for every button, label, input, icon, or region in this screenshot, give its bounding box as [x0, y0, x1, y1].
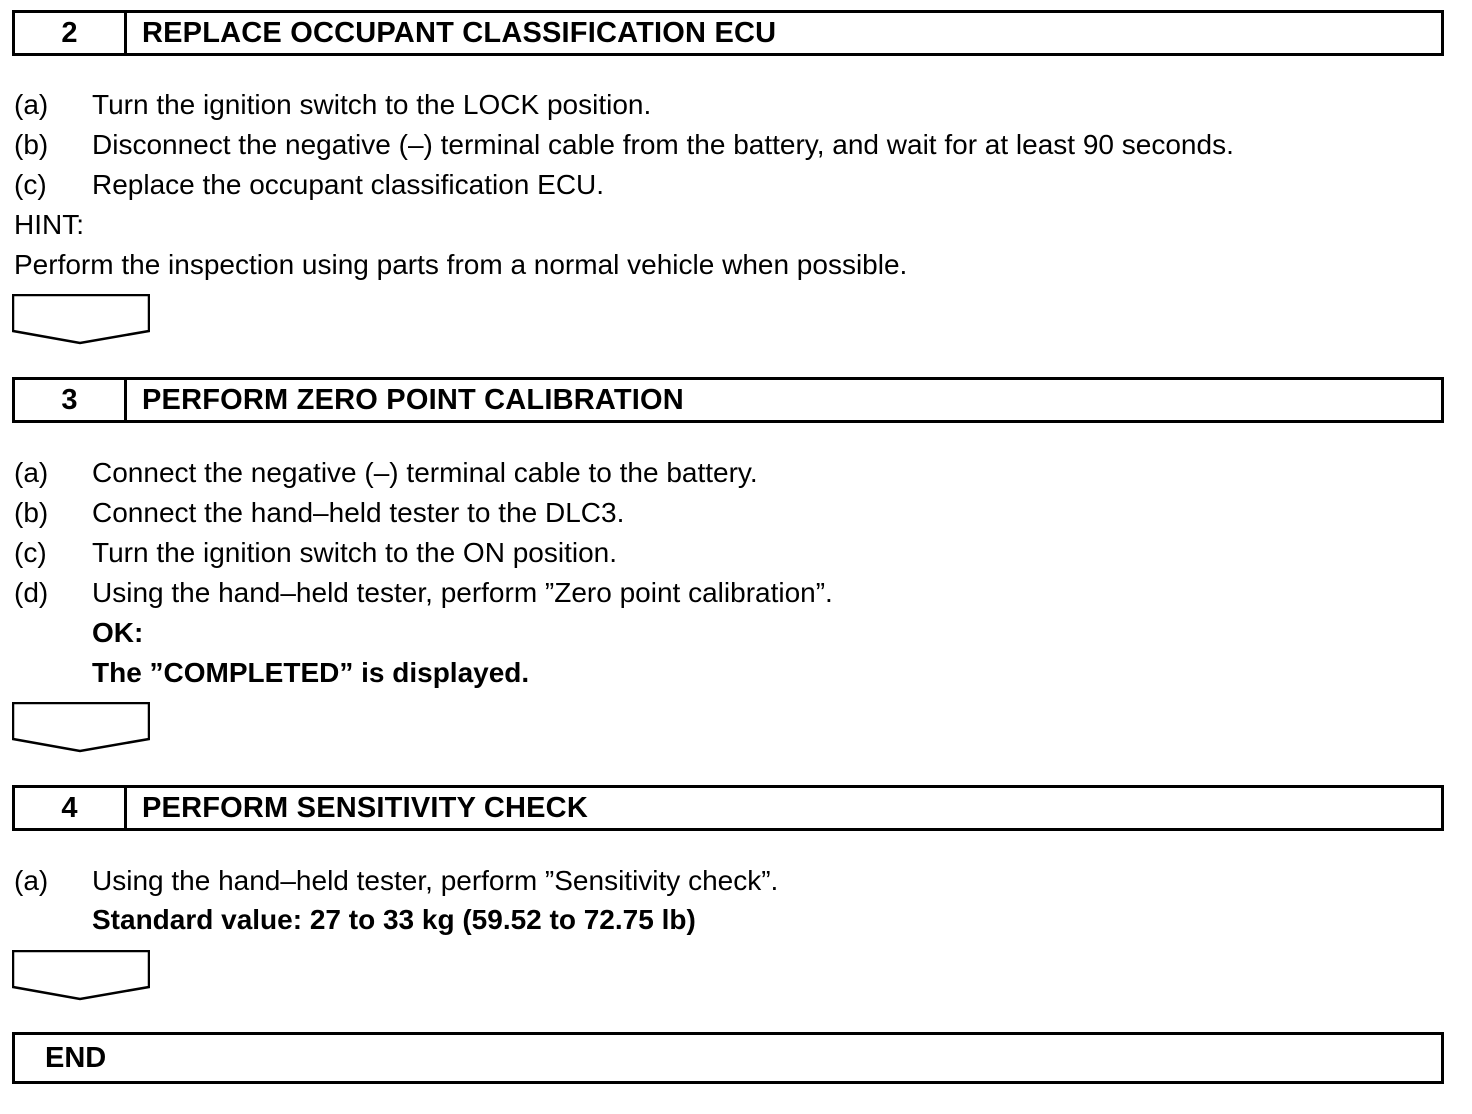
ok-criteria: The ”COMPLETED” is displayed. — [92, 657, 530, 688]
next-step-arrow-icon — [12, 702, 150, 754]
item-label: (d) — [14, 577, 49, 608]
item-label: (c) — [14, 537, 47, 568]
end-label: END — [45, 1041, 107, 1074]
end-box — [12, 1032, 1444, 1084]
standard-value: Standard value: 27 to 33 kg (59.52 to 72.75 lb) — [92, 904, 696, 935]
item-label: (c) — [14, 169, 47, 200]
item-text: Connect the hand–held tester to the DLC3. — [92, 497, 625, 528]
step-number: 2 — [15, 13, 127, 53]
step-4-header — [12, 785, 1444, 831]
item-label: (a) — [14, 865, 49, 896]
hint-label: HINT: — [14, 209, 84, 240]
item-label: (a) — [14, 89, 49, 120]
item-label: (b) — [14, 497, 49, 528]
item-text: Replace the occupant classification ECU. — [92, 169, 605, 200]
item-text: Disconnect the negative (–) terminal cable from the battery, and wait for at least 90 seconds. — [92, 129, 1234, 160]
item-text: Using the hand–held tester, perform ”Sensitivity check”. — [92, 865, 779, 896]
hint-text: Perform the inspection using parts from a normal vehicle when possible. — [14, 249, 908, 280]
ok-label: OK: — [92, 617, 144, 648]
step-title: PERFORM ZERO POINT CALIBRATION — [142, 383, 684, 416]
next-step-arrow-icon — [12, 950, 150, 1002]
item-text: Connect the negative (–) terminal cable to the battery. — [92, 457, 758, 488]
step-number: 4 — [15, 788, 127, 828]
step-2-header — [12, 10, 1444, 56]
item-text: Turn the ignition switch to the ON position. — [92, 537, 617, 568]
step-title: PERFORM SENSITIVITY CHECK — [142, 791, 588, 824]
step-number: 3 — [15, 380, 127, 420]
item-label: (a) — [14, 457, 49, 488]
step-3-header — [12, 377, 1444, 423]
step-title: REPLACE OCCUPANT CLASSIFICATION ECU — [142, 16, 777, 49]
item-label: (b) — [14, 129, 49, 160]
item-text: Using the hand–held tester, perform ”Zero point calibration”. — [92, 577, 833, 608]
item-text: Turn the ignition switch to the LOCK position. — [92, 89, 652, 120]
next-step-arrow-icon — [12, 294, 150, 346]
